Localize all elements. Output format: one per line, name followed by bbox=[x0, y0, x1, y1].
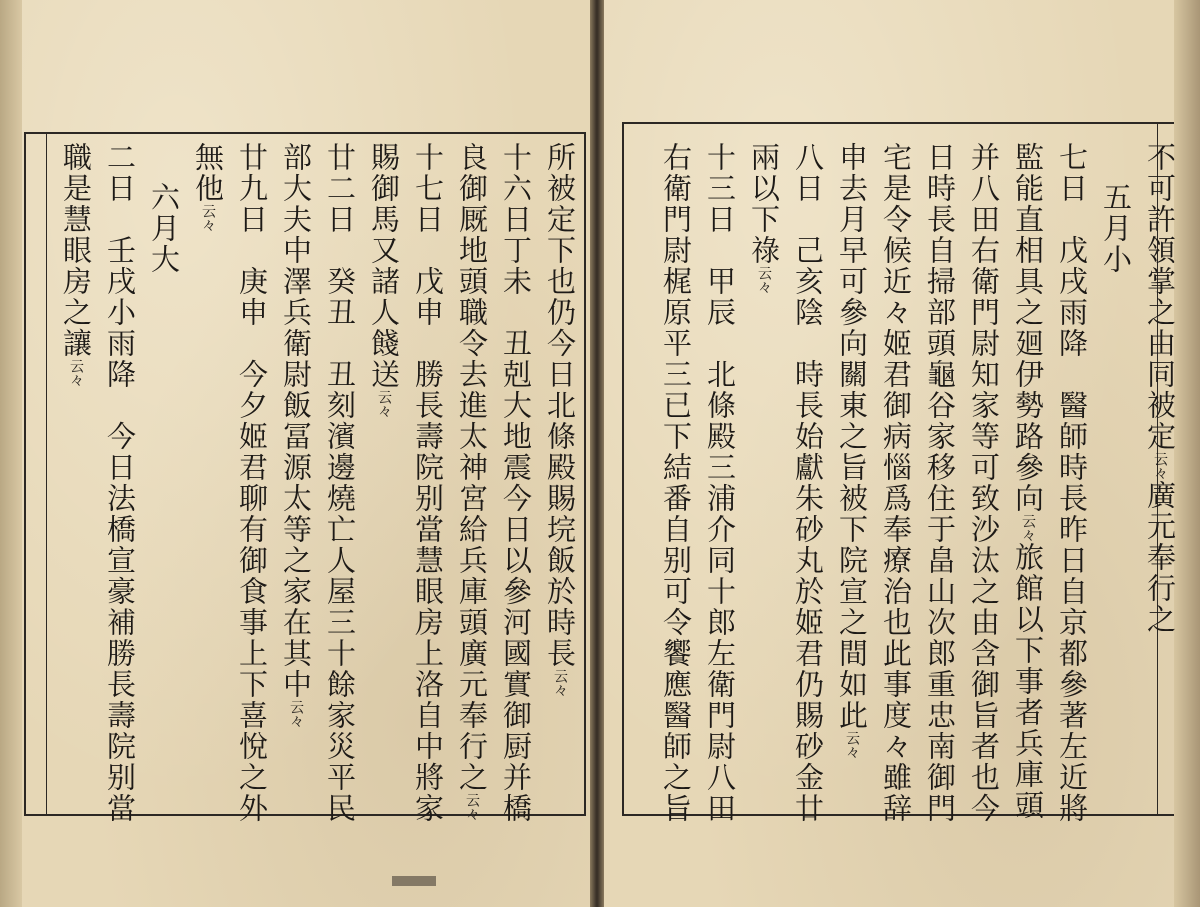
left-column-11: 二日 壬戌小雨降 今日法橋宣豪補勝長壽院别當 bbox=[103, 142, 137, 824]
right-column-4: 監能直相具之廻伊勢路參向云々旅館以下事者兵庫頭 bbox=[1011, 142, 1045, 821]
left-column-9: 無他云々 bbox=[191, 142, 225, 232]
right-column-6: 日時長自掃部頭龜谷家移住于畠山次郎重忠南御門 bbox=[923, 142, 957, 824]
book-gutter bbox=[590, 0, 604, 907]
left-column-5: 賜御馬又諸人餞送云々 bbox=[367, 142, 401, 418]
right-column-3: 七日 戊戌雨降 醫師時長昨日自京都參著左近將 bbox=[1055, 142, 1089, 824]
right-column-7: 宅是令候近々姬君御病惱爲奉療治也此事度々雖辞 bbox=[879, 142, 913, 824]
right-column-1: 不可許領掌之由同被定云々廣元奉行之 bbox=[1143, 142, 1177, 635]
left-column-10-month-heading: 六月大 bbox=[147, 182, 181, 275]
right-column-5: 并八田右衛門尉知家等可致沙汰之由含御旨者也今 bbox=[967, 142, 1001, 824]
left-column-2: 十六日丁未 丑剋大地震今日以參河國實御厨并橋 bbox=[499, 142, 533, 824]
right-column-9: 八日 己亥陰 時長始獻朱砂丸於姬君仍賜砂金廿 bbox=[791, 142, 825, 824]
left-column-6: 廿二日 癸丑 丑刻濱邊燒亡人屋三十餘家災平民 bbox=[323, 142, 357, 824]
left-column-4: 十七日 戊申 勝長壽院别當慧眼房上洛自中將家 bbox=[411, 142, 445, 824]
right-column-2-month-heading: 五月小 bbox=[1099, 182, 1133, 275]
left-inner-rule bbox=[46, 134, 47, 814]
left-bottom-mark bbox=[392, 876, 436, 886]
right-column-12: 右衛門尉梶原平三已下結番自别可令饗應醫師之旨 bbox=[659, 142, 693, 824]
right-column-8: 申去月早可參向關東之旨被下院宣之間如此云々 bbox=[835, 142, 869, 759]
left-column-12: 職是慧眼房之讓云々 bbox=[59, 142, 93, 387]
left-column-8: 廿九日 庚申 今夕姬君聊有御食事上下喜悅之外 bbox=[235, 142, 269, 824]
left-column-3: 良御厩地頭職令去進太神宮給兵庫頭廣元奉行之云々 bbox=[455, 142, 489, 821]
left-column-7: 部大夫中澤兵衛尉飯冨源太等之家在其中云々 bbox=[279, 142, 313, 728]
left-page-edge bbox=[0, 0, 22, 907]
right-column-10: 兩以下祿云々 bbox=[747, 142, 781, 294]
right-column-11: 十三日 甲辰 北條殿三浦介同十郎左衛門尉八田 bbox=[703, 142, 737, 824]
right-page bbox=[604, 0, 1200, 907]
left-column-1: 所被定下也仍今日北條殿賜垸飯於時長云々 bbox=[543, 142, 577, 697]
left-page bbox=[0, 0, 590, 907]
